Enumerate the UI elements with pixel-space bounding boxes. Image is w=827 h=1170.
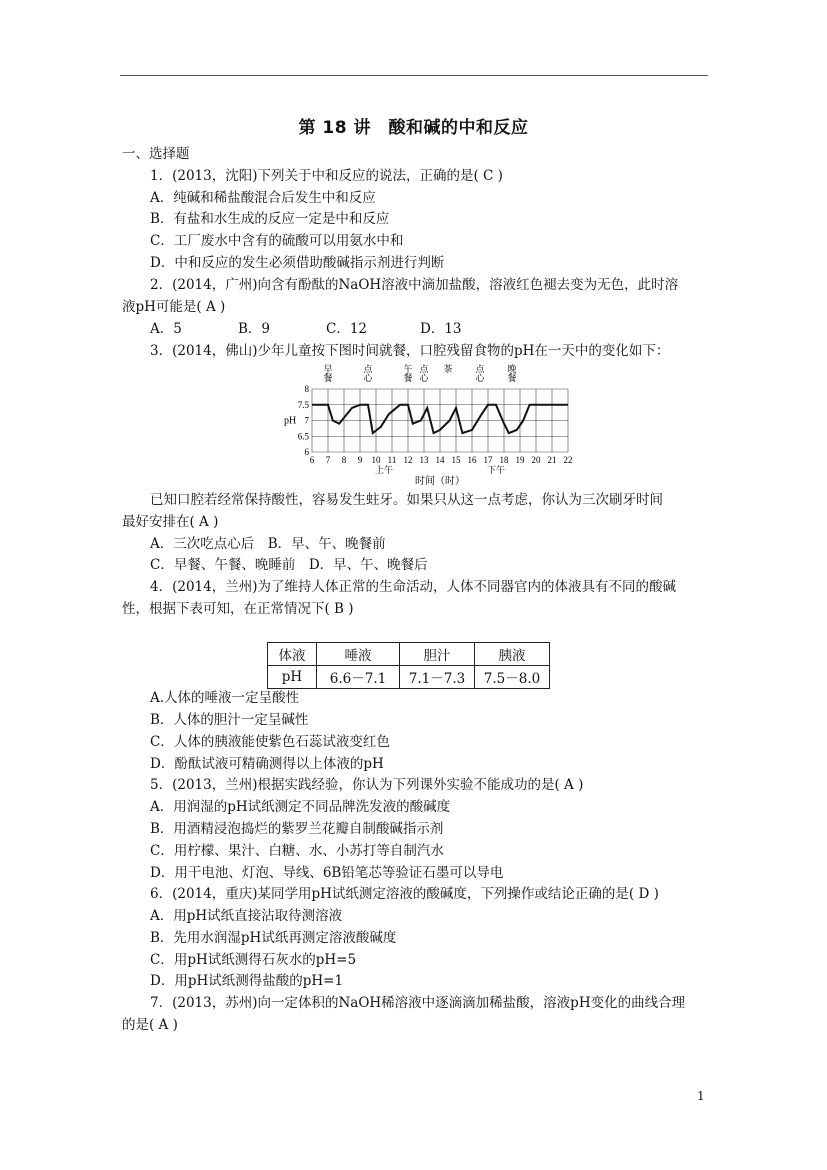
q3-after-line1: 已知口腔若经常保持酸性，容易发生蛀牙。如果只从这一点考虑，你认为三次刷牙时间 [150,492,663,508]
x-tick-label: 15 [451,455,461,465]
chart-x-axis-label: 时间（时） [415,476,465,487]
q5-option-b: B．用酒精浸泡捣烂的紫罗兰花瓣自制酸碱指示剂 [150,821,444,837]
meal-label: 早 [323,365,333,375]
section-heading: 一、选择题 [122,146,190,162]
x-tick-label: 8 [341,455,347,465]
q5-option-d: D．用干电池、灯泡、导线、6B铅笔芯等验证石墨可以导电 [150,865,504,881]
x-tick-label: 11 [387,455,397,465]
x-tick-label: 13 [419,455,429,465]
q7-stem-line1: 7．(2013，苏州)向一定体积的NaOH稀溶液中逐滴滴加稀盐酸，溶液pH变化的曲线合理 [150,995,686,1011]
table-cell: 7.1－7.3 [400,666,475,689]
meal-label: 点 [363,365,373,375]
q2-option-a: A．5 [150,321,182,337]
x-tick-label: 6 [309,455,315,465]
chart-grid [312,389,568,452]
meal-label: 午 [403,365,413,375]
q2-option-c: C．12 [326,321,368,337]
q4-option-c: C．人体的胰液能使紫色石蕊试液变红色 [150,734,390,750]
x-tick-label: 20 [531,455,541,465]
chart-y-axis-label: pH [284,415,297,427]
q2-stem-line1: 2．(2014，广州)向含有酚酞的NaOH溶液中滴加盐酸，溶液红色褪去变为无色，此时溶 [150,277,679,293]
q2-option-d: D．13 [420,321,462,337]
y-tick-label: 7 [304,415,309,426]
chart-meal-labels [323,364,516,384]
q3-after-line2: 最好安排在( A ) [122,514,219,530]
q6-stem: 6．(2014，重庆)某同学用pH试纸测定溶液的酸碱度，下列操作或结论正确的是( D ) [150,886,659,902]
x-tick-label: 17 [483,455,493,465]
table-cell: 胆汁 [400,643,475,666]
q5-stem: 5．(2013，兰州)根据实践经验，你认为下列课外实验不能成功的是( A ) [150,777,584,793]
page-title: 第 18 讲 酸和碱的中和反应 [298,118,529,138]
q1-option-d: D．中和反应的发生必须借助酸碱指示剂进行判断 [150,255,445,271]
q6-option-d: D．用pH试纸测得盐酸的pH=1 [150,973,344,989]
table-cell: 6.6－7.1 [317,666,400,689]
meal-label: 餐 [323,374,333,384]
q4-option-d: D．酚酞试液可精确测得以上体液的pH [150,756,384,772]
chart-y-ticks [298,384,310,457]
meal-label: 心 [363,374,373,384]
x-tick-label: 10 [371,455,381,465]
table-cell: 胰液 [475,643,550,666]
y-tick-label: 6.5 [297,431,309,442]
table-cell: 7.5－8.0 [475,666,550,689]
q6-option-c: C．用pH试纸测得石灰水的pH=5 [150,952,357,968]
q3-stem: 3．(2014，佛山)少年儿童按下图时间就餐，口腔残留食物的pH在一天中的变化如下： [150,343,670,359]
q4-stem-line1: 4．(2014，兰州)为了维持人体正常的生命活动，人体不同器官内的体液具有不同的酸碱 [150,579,676,595]
q5-option-c: C．用柠檬、果汁、白糖、水、小苏打等自制汽水 [150,843,444,859]
page-number: 1 [697,1089,705,1103]
period-label: 上午 [374,466,394,476]
table-cell: 唾液 [317,643,400,666]
x-tick-label: 9 [357,455,363,465]
meal-label: 心 [475,374,485,384]
y-tick-label: 8 [304,384,309,394]
q6-option-b: B．先用水润湿pH试纸再测定溶液酸碱度 [150,930,397,946]
ph-table [267,642,550,689]
y-tick-label: 6 [304,447,309,457]
chart-x-ticks [310,455,573,465]
table-cell: 体液 [268,643,317,666]
q3-options-cd: C．早餐、午餐、晚睡前 D．早、午、晚餐后 [150,557,428,573]
q3-options-ab: A．三次吃点心后 B．早、午、晚餐前 [150,536,386,552]
q1-stem: 1．(2013，沈阳)下列关于中和反应的说法，正确的是( C ) [150,168,503,184]
q5-option-a: A．用润湿的pH试纸测定不同品牌洗发液的酸碱度 [150,799,451,815]
x-tick-label: 7 [325,455,331,465]
meal-label: 茶 [443,365,453,375]
x-tick-label: 18 [499,455,509,465]
y-tick-label: 7.5 [297,399,309,410]
table-row [268,666,550,689]
meal-label: 点 [419,365,429,375]
q4-stem-line2: 性，根据下表可知，在正常情况下( B ) [122,601,354,617]
q6-option-a: A．用pH试纸直接沾取待测溶液 [150,908,343,924]
meal-label: 餐 [403,374,413,384]
meal-label: 点 [475,365,485,375]
table-cell: pH [268,666,317,689]
q4-option-b: B．人体的胆汁一定呈碱性 [150,712,309,728]
q2-stem-line2: 液pH可能是( A ) [122,299,226,315]
q4-option-a: A.人体的唾液一定呈酸性 [150,690,300,706]
q7-stem-line2: 的是( A ) [122,1017,178,1033]
q2-option-b: B．9 [238,321,271,337]
x-tick-label: 19 [515,455,525,465]
x-tick-label: 12 [403,455,413,465]
header-rule [120,75,708,76]
x-tick-label: 16 [467,455,477,465]
ph-line-chart [282,364,582,489]
chart-period-labels [375,464,505,476]
x-tick-label: 14 [435,455,445,465]
q1-option-a: A．纯碱和稀盐酸混合后发生中和反应 [150,190,376,206]
q1-option-c: C．工厂废水中含有的硫酸可以用氨水中和 [150,233,404,249]
q1-option-b: B．有盐和水生成的反应一定是中和反应 [150,211,390,227]
period-label: 下午 [486,466,506,476]
meal-label: 餐 [507,374,517,384]
meal-label: 心 [419,374,429,384]
meal-label: 晚 [507,365,517,375]
x-tick-label: 22 [563,455,573,465]
x-tick-label: 21 [547,455,557,465]
table-header-row [268,643,550,666]
